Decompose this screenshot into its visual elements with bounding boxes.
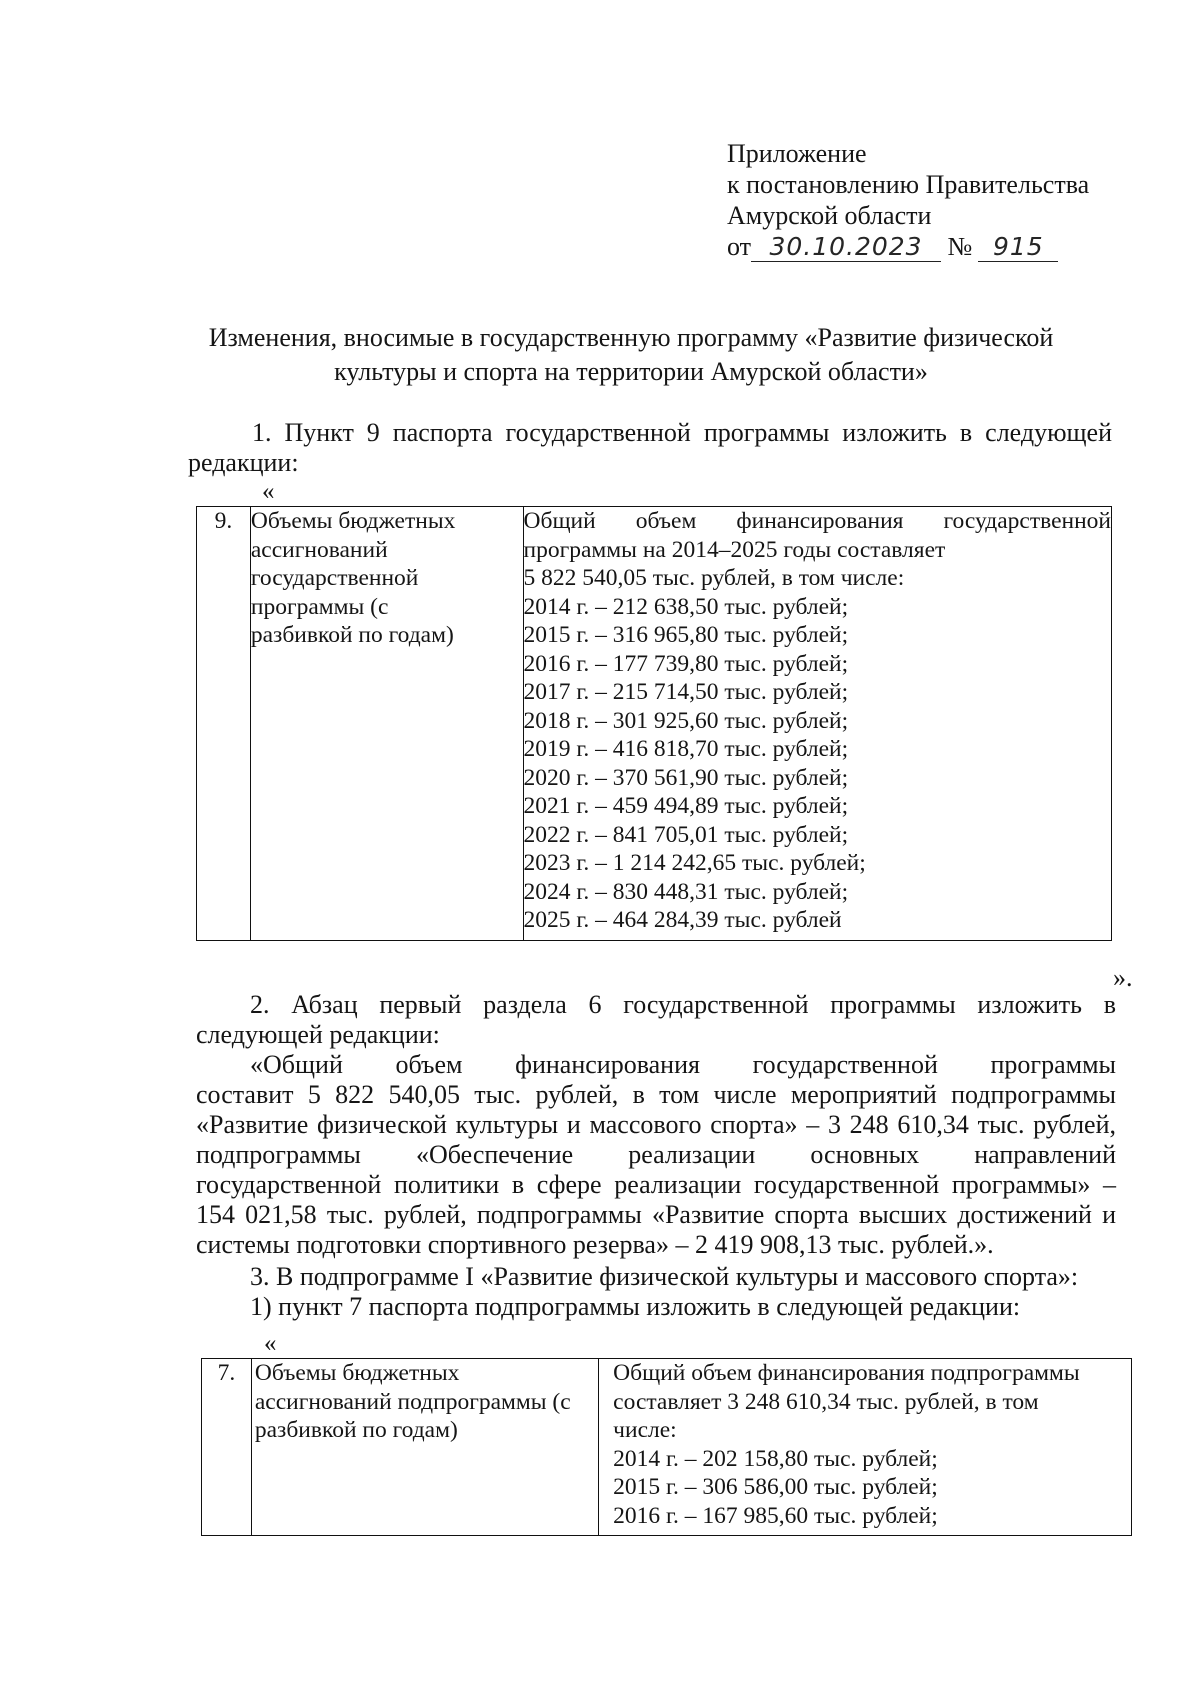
year-amount: 2016 г. – 177 739,80 тыс. рублей;: [523, 650, 849, 677]
item-2-line-2: следующей редакции:: [196, 1020, 440, 1049]
title-line-2: культуры и спорта на территории Амурской области»: [334, 357, 928, 386]
item-2: [196, 990, 1116, 1260]
table-1-label: [250, 507, 523, 941]
year-amount: 2022 г. – 841 705,01 тыс. рублей;: [523, 821, 849, 848]
funding-intro-line-3: 5 822 540,05 тыс. рублей, в том числе:: [523, 565, 905, 591]
appendix-date-number: [727, 231, 1089, 262]
year-amount: 2019 г. – 416 818,70 тыс. рублей;: [523, 736, 849, 762]
funding-intro-line-1: Общий объем финансирования государственной: [523, 508, 1111, 534]
table-1-open-quote: «: [262, 478, 275, 505]
table-row: [197, 507, 1112, 941]
year-amount: 2014 г. – 202 158,80 тыс. рублей;: [613, 1445, 938, 1472]
table-1-values: [523, 507, 1111, 941]
year-amount: 2016 г. – 167 985,60 тыс. рублей;: [613, 1502, 938, 1529]
quote-line: государственной политики в сфере реализации государственной программы» –: [196, 1170, 1116, 1199]
quote-line: «Общий объем финансирования государственной программы: [250, 1050, 1116, 1079]
year-amount: 2021 г. – 459 494,89 тыс. рублей;: [523, 793, 849, 819]
handwritten-date: 30.10.2023: [751, 233, 941, 262]
title-line-1: Изменения, вносимые в государственную программу «Развитие физической: [208, 323, 1054, 352]
label-line: разбивкой по годам): [254, 1417, 458, 1443]
date-prefix: от: [727, 232, 752, 261]
table-2-label: [251, 1359, 598, 1536]
label-line: Объемы бюджетных: [250, 508, 456, 534]
budget-table-subprogram: [201, 1358, 1132, 1536]
funding-intro-line-1: Общий объем финансирования подпрограммы: [613, 1360, 1080, 1386]
quote-line-last: системы подготовки спортивного резерва» – 2 419 908,13 тыс. рублей.».: [196, 1230, 994, 1259]
label-line: программы (с: [250, 593, 389, 620]
funding-intro-line-2: составляет 3 248 610,34 тыс. рублей, в том: [613, 1388, 1039, 1415]
item-1-line-2: редакции:: [188, 448, 299, 477]
funding-intro-line-3: числе:: [613, 1417, 677, 1443]
label-line: разбивкой по годам): [250, 622, 454, 648]
quote-line: подпрограммы «Обеспечение реализации основных направлений: [196, 1140, 1116, 1169]
table-2-number: 7.: [202, 1359, 252, 1536]
budget-table-program: [196, 506, 1112, 941]
funding-intro-line-2: программы на 2014–2025 годы составляет: [523, 536, 946, 563]
year-amount: 2023 г. – 1 214 242,65 тыс. рублей;: [523, 850, 866, 876]
item-3-sub-1: 1) пункт 7 паспорта подпрограммы изложить в следующей редакции:: [250, 1292, 1021, 1321]
year-amount: 2018 г. – 301 925,60 тыс. рублей;: [523, 707, 849, 734]
handwritten-number: 915: [978, 233, 1058, 262]
table-row: [202, 1359, 1132, 1536]
item-2-line-1: 2. Абзац первый раздела 6 государственной программы изложить в: [250, 990, 1116, 1019]
item-1-line-1: 1. Пункт 9 паспорта государственной программы изложить в следующей: [252, 418, 1112, 447]
year-amount: 2024 г. – 830 448,31 тыс. рублей;: [523, 878, 849, 905]
appendix-region: Амурской области: [727, 201, 932, 230]
document-title: [196, 321, 1066, 389]
year-amount: 2015 г. – 306 586,00 тыс. рублей;: [613, 1474, 938, 1500]
table-2-open-quote: «: [264, 1330, 277, 1357]
appendix-label: Приложение: [727, 139, 867, 168]
quote-line: 154 021,58 тыс. рублей, подпрограммы «Развитие спорта высших достижений и: [196, 1200, 1116, 1229]
number-sign: №: [947, 232, 973, 261]
label-line: ассигнований подпрограммы (с: [254, 1388, 571, 1415]
label-line: ассигнований: [250, 536, 388, 563]
appendix-header: [727, 138, 1089, 262]
quote-line: «Развитие физической культуры и массового спорта» – 3 248 610,34 тыс. рублей,: [196, 1110, 1116, 1139]
year-amount: 2025 г. – 464 284,39 тыс. рублей: [523, 907, 842, 933]
table-1-close-quote: ».: [1113, 963, 1133, 992]
year-amount: 2015 г. – 316 965,80 тыс. рублей;: [523, 622, 849, 648]
year-amount: 2014 г. – 212 638,50 тыс. рублей;: [523, 593, 849, 620]
year-amount: 2017 г. – 215 714,50 тыс. рублей;: [523, 679, 849, 705]
table-2-values: [599, 1359, 1132, 1536]
quote-line: составит 5 822 540,05 тыс. рублей, в том числе мероприятий подпрограммы: [196, 1080, 1116, 1109]
appendix-resolution: к постановлению Правительства: [727, 170, 1090, 199]
label-line: Объемы бюджетных: [254, 1360, 460, 1386]
item-1: [188, 418, 1112, 478]
item-3-line: 3. В подпрограмме I «Развитие физической культуры и массового спорта»:: [250, 1262, 1079, 1291]
year-amount: 2020 г. – 370 561,90 тыс. рублей;: [523, 764, 849, 791]
label-line: государственной: [250, 565, 419, 591]
table-1-number: 9.: [197, 507, 251, 941]
item-3: [250, 1262, 1120, 1322]
